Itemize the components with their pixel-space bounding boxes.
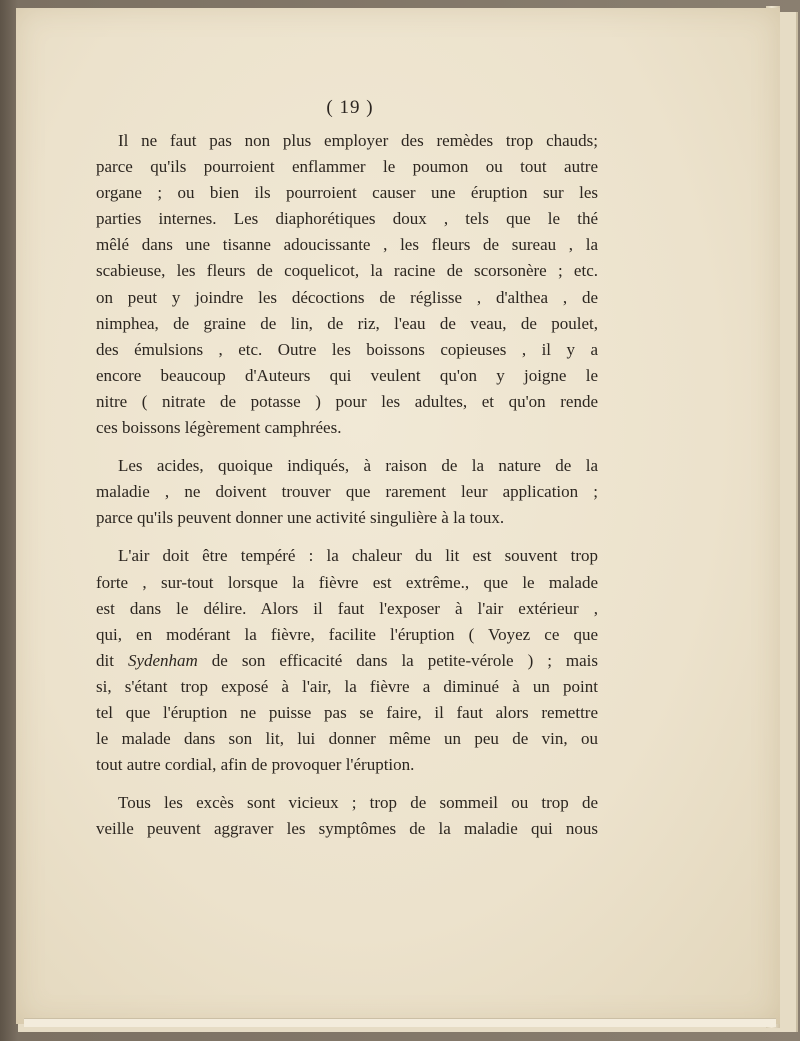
text-line: tout autre cordial, afin de provoquer l'éruption. xyxy=(96,755,415,775)
text-line: parties internes. Les diaphorétiques doux , tels que le thé xyxy=(96,209,598,229)
text-line: si, s'étant trop exposé à l'air, la fièvre a diminué à un point xyxy=(96,676,598,696)
text-line: ces boissons légèrement camphrées. xyxy=(96,418,342,438)
text-line: scabieuse, les fleurs de coquelicot, la racine de scorsonère ; etc. xyxy=(96,261,598,281)
paragraph-2 xyxy=(96,453,598,531)
text-line: Les acides, quoique indiqués, à raison de la nature de la xyxy=(118,456,598,476)
text-line: Il ne faut pas non plus employer des remèdes trop chauds; xyxy=(118,131,598,150)
text-line: organe ; ou bien ils pourroient causer une éruption sur les xyxy=(96,183,598,203)
text-line: tel que l'éruption ne puisse pas se faire, il faut alors remettre xyxy=(96,702,598,722)
text-line: mêlé dans une tisanne adoucissante , les fleurs de sureau , la xyxy=(96,235,598,255)
page-bottom-edge xyxy=(24,1018,776,1027)
paragraph-3 xyxy=(96,543,598,778)
text-line: parce qu'ils pourroient enflammer le poumon ou tout autre xyxy=(96,157,598,177)
author-name: Sydenham xyxy=(127,650,198,670)
text-line xyxy=(96,648,598,674)
paragraph-1 xyxy=(96,128,598,441)
text-line: maladie , ne doivent trouver que rarement leur application ; xyxy=(96,482,598,502)
text-line: des émulsions , etc. Outre les boissons copieuses , il y a xyxy=(96,339,598,359)
text-line: nitre ( nitrate de potasse ) pour les adultes, et qu'on rende xyxy=(96,391,598,411)
text-line: veille peuvent aggraver les symptômes de la maladie qui nous xyxy=(96,819,598,839)
text-line: L'air doit être tempéré : la chaleur du lit est souvent trop xyxy=(118,546,598,566)
text-line: forte , sur-tout lorsque la fièvre est extrême., que le malade xyxy=(96,572,598,592)
page-number: ( 19 ) xyxy=(326,97,374,118)
text-line: nimphea, de graine de lin, de riz, l'eau de veau, de poulet, xyxy=(96,313,598,333)
text-fragment: de son efficacité dans la petite-vérole ) ; mais xyxy=(211,650,599,670)
text-line: est dans le délire. Alors il faut l'exposer à l'air extérieur , xyxy=(96,598,598,618)
text-line: qui, en modérant la fièvre, facilite l'éruption ( Voyez ce que xyxy=(96,624,598,644)
text-fragment: dit xyxy=(96,650,114,670)
text-line: encore beaucoup d'Auteurs qui veulent qu'on y joigne le xyxy=(96,365,598,385)
body-text xyxy=(96,128,598,854)
text-line: Tous les excès sont vicieux ; trop de sommeil ou trop de xyxy=(118,793,598,813)
text-line: parce qu'ils peuvent donner une activité singulière à la toux. xyxy=(96,508,505,528)
text-line: on peut y joindre les décoctions de réglisse , d'althea , de xyxy=(96,287,598,307)
paragraph-4 xyxy=(96,790,598,842)
text-line: le malade dans son lit, lui donner même un peu de vin, ou xyxy=(96,729,598,749)
